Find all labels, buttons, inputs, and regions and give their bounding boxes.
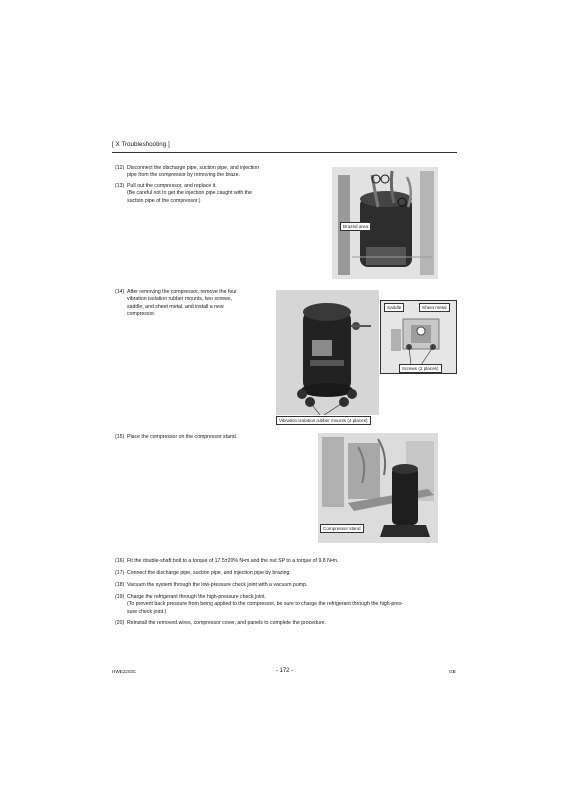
step-line: Disconnect the discharge pipe, suction pipe, and injection — [127, 165, 260, 171]
callout-saddle: Saddle — [384, 303, 404, 312]
callout-compressor-stand: Compressor stand — [320, 524, 364, 533]
step-number: (19) — [115, 594, 125, 600]
step-line: Vacuum the system through the low-pressure check joint with a vacuum pump. — [127, 582, 308, 588]
callout-vibration-mounts: Vibration isolation rubber mounts (4 places) — [276, 416, 371, 425]
step-line: vibration isolation rubber mounts, two screws, — [127, 296, 232, 303]
section-header: [ X Troubleshooting ] — [112, 141, 170, 148]
compressor-illustration — [276, 290, 379, 415]
step-19 — [115, 594, 460, 616]
compressor-removal-photo — [332, 167, 438, 279]
step-number: (14) — [115, 289, 125, 295]
step-line: Pull out the compressor, and replace it. — [127, 183, 217, 189]
callout-screws: Screws (2 places) — [399, 364, 442, 373]
step-number: (15) — [115, 434, 125, 440]
step-13 — [115, 183, 325, 205]
step-line: Place the compressor on the compressor stand. — [127, 434, 238, 440]
compressor-stand-photo — [318, 433, 438, 543]
step-12 — [115, 165, 325, 180]
footer-doc-code: HWE2202C — [112, 669, 137, 674]
step-line: pipe from the compressor by removing the braze. — [127, 172, 241, 179]
step-line: Charge the refrigerant through the high-pressure check joint. — [127, 594, 266, 600]
compressor-mounts-photo — [276, 290, 379, 415]
step-line: Connect the discharge pipe, suction pipe, and injection pipe by brazing. — [127, 570, 291, 576]
step-20 — [115, 620, 460, 627]
saddle-detail-illustration — [381, 301, 456, 373]
step-number: (13) — [115, 183, 125, 189]
step-line: sure check joint.) — [127, 608, 167, 615]
header-rule — [112, 152, 457, 153]
step-number: (12) — [115, 165, 125, 171]
step-line: compressor. — [127, 311, 156, 318]
saddle-detail-photo — [380, 300, 457, 374]
step-line: Fit the double-shaft bolt to a torque of 17.5±20% N•m and the nut SP to a torque of 9.8 N•m. — [127, 558, 339, 564]
footer-language: GB — [449, 669, 456, 674]
step-line: (Be careful not to get the injection pipe caught with the — [127, 190, 252, 197]
step-line: saddle, and sheet metal, and install a new — [127, 303, 224, 310]
step-number: (17) — [115, 570, 125, 576]
step-number: (18) — [115, 582, 125, 588]
step-number: (16) — [115, 558, 125, 564]
step-line: After removing the compressor, remove the four — [127, 289, 237, 295]
step-16 — [115, 558, 460, 565]
callout-brazed-area: Brazed area — [340, 222, 371, 231]
step-line: (To prevent back pressure from being applied to the compressor, be sure to charge the refrigerant through the high-pres- — [127, 601, 404, 608]
step-line: Reinstall the removed wires, compressor cover, and panels to complete the procedure. — [127, 620, 326, 626]
page-number: - 172 - — [275, 668, 294, 674]
step-line: suction pipe of the compressor.) — [127, 197, 201, 204]
step-15 — [115, 434, 305, 441]
step-17 — [115, 570, 460, 577]
step-18 — [115, 582, 460, 589]
callout-sheet-metal: Sheet metal — [419, 303, 450, 312]
step-number: (20) — [115, 620, 125, 626]
step-14 — [115, 289, 275, 319]
